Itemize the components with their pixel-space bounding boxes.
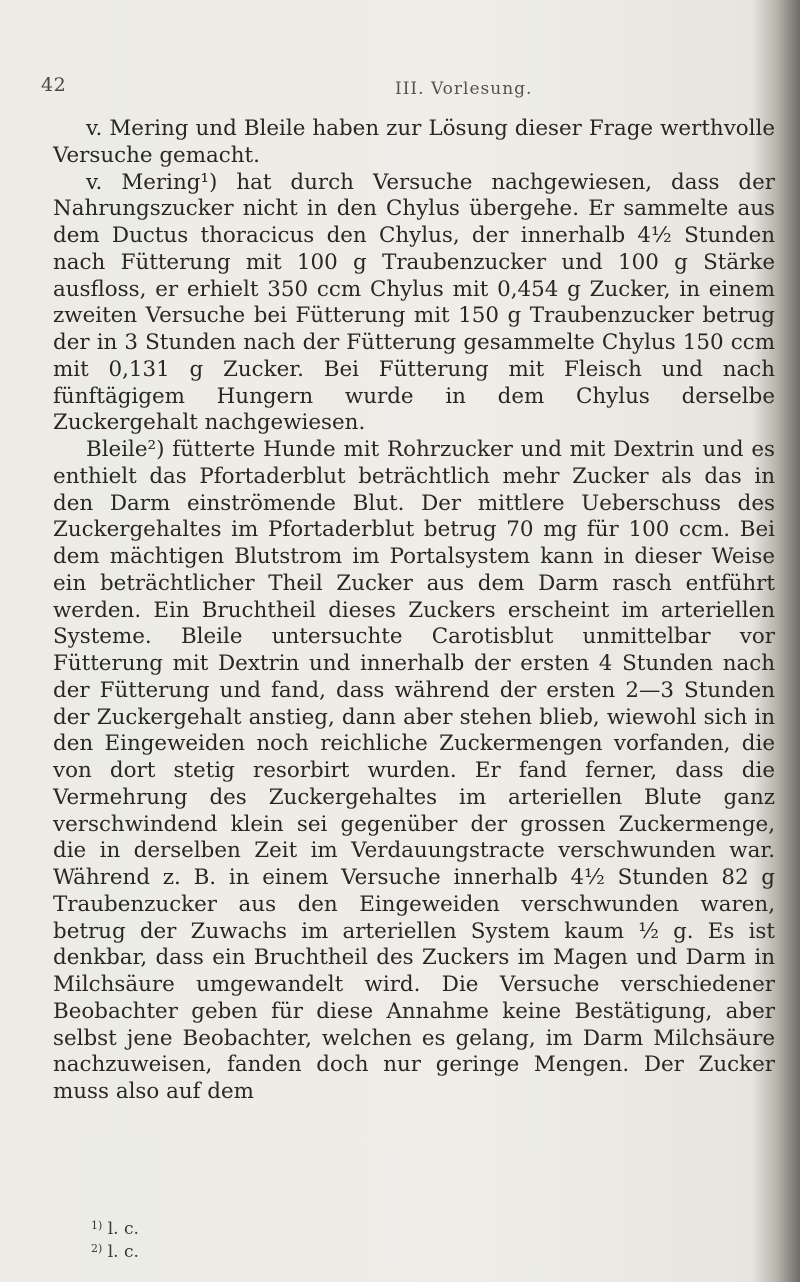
- footnote-text: l. c.: [107, 1219, 139, 1239]
- footnotes: [91, 1216, 139, 1262]
- paragraph-bleile: Bleile²) fütterte Hunde mit Rohrzucker und mit Dextrin und es enthielt das Pfortaderblut beträchtlich mehr Zucker als das in den Darm einströmende Blut. Der mittlere Ueberschuss des Zuckergehaltes im Pfortaderblut betrug 70 mg für 100 ccm. Bei dem mächtigen Blutstrom im Portalsystem kann in dieser Weise ein beträchtlicher Theil Zucker aus dem Darm rasch entführt werden. Ein Bruchtheil dieses Zuckers erscheint im arteriellen Systeme. Bleile untersuchte Carotisblut unmittelbar vor Fütterung mit Dextrin und innerhalb der ersten 4 Stunden nach der Fütterung und fand, dass während der ersten 2—3 Stunden der Zuckergehalt anstieg, dann aber stehen blieb, wiewohl sich in den Eingeweiden noch reichliche Zuckermengen vorfanden, die von dort stetig resorbirt wurden. Er fand ferner, dass die Vermehrung des Zuckergehaltes im arteriellen Blute ganz verschwindend klein sei gegenüber der grossen Zuckermenge, die in derselben Zeit im Verdauungstracte verschwunden war. Während z. B. in einem Versuche innerhalb 4½ Stunden 82 g Traubenzucker aus den Eingeweiden verschwunden waren, betrug der Zuwachs im arteriellen System kaum ½ g. Es ist denkbar, dass ein Bruchtheil des Zuckers im Magen und Darm in Milchsäure umgewandelt wird. Die Versuche verschiedener Beobachter geben für diese Annahme keine Bestätigung, aber selbst jene Beobachter, welchen es gelang, im Darm Milchsäure nachzuweisen, fanden doch nur geringe Mengen. Der Zucker muss also auf dem: [53, 437, 775, 1104]
- paragraph-intro: v. Mering und Bleile haben zur Lösung dieser Frage werthvolle Versuche gemacht.: [53, 116, 775, 168]
- page-number: 42: [41, 74, 67, 96]
- footnote-mark: 1): [91, 1219, 103, 1232]
- running-head: III. Vorlesung.: [395, 79, 533, 99]
- footnote-2: [91, 1239, 139, 1262]
- footnote-text: l. c.: [107, 1242, 139, 1262]
- body-text: [53, 116, 775, 1106]
- footnote-mark: 2): [91, 1242, 103, 1255]
- footnote-1: [91, 1216, 139, 1239]
- paragraph-mering: v. Mering¹) hat durch Versuche nachgewiesen, dass der Nahrungszucker nicht in den Chylus übergehe. Er sammelte aus dem Ductus thoracicus den Chylus, der innerhalb 4½ Stunden nach Fütterung mit 100 g Traubenzucker und 100 g Stärke ausfloss, er erhielt 350 ccm Chylus mit 0,454 g Zucker, in einem zweiten Versuche bei Fütterung mit 150 g Traubenzucker betrug der in 3 Stunden nach der Fütterung gesammelte Chylus 150 ccm mit 0,131 g Zucker. Bei Fütterung mit Fleisch und nach fünftägigem Hungern wurde in dem Chylus derselbe Zuckergehalt nachgewiesen.: [53, 169, 775, 436]
